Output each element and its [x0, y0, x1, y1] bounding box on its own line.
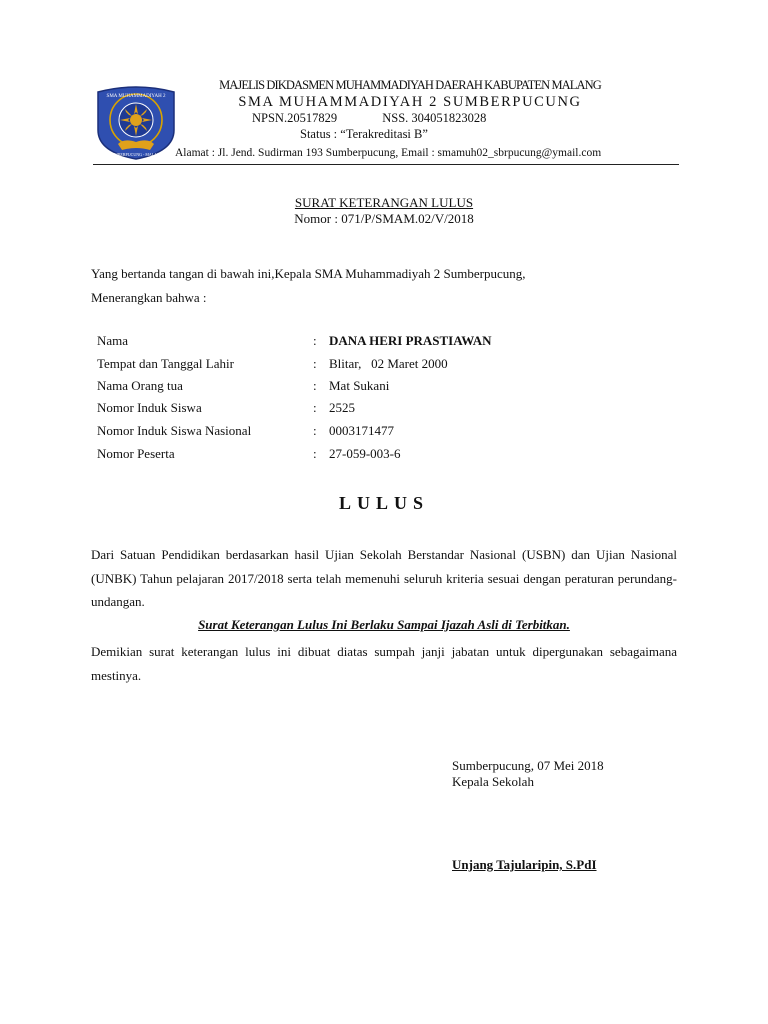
body-paragraph-1: Dari Satuan Pendidikan berdasarkan hasil Ujian Sekolah Berstandar Nasional (USBN) dan Ujian Nasional (UNBK) Tahun pelajaran 2017/2018 serta telah memenuhi seluruh kriteria sesuai dengan peraturan perundang-undangan. — [91, 547, 677, 609]
detail-row-nisn — [97, 423, 657, 443]
detail-separator: : — [313, 400, 317, 415]
status-label: Status : — [300, 127, 338, 141]
detail-label: Nomor Induk Siswa — [97, 400, 202, 415]
detail-label: Nomor Induk Siswa Nasional — [97, 423, 252, 438]
npsn: NPSN.20517829 — [252, 111, 338, 125]
detail-value: 2525 — [329, 400, 355, 415]
detail-separator: : — [313, 333, 317, 348]
status-value: “Terakreditasi B” — [340, 127, 428, 141]
detail-separator: : — [313, 446, 317, 461]
detail-row-parent — [97, 378, 657, 398]
school-ids — [252, 111, 486, 126]
validity-note: Surat Keterangan Lulus Ini Berlaku Sampai Ijazah Asli di Terbitkan. — [198, 617, 570, 632]
detail-row-name — [97, 333, 657, 353]
intro-line-1: Yang bertanda tangan di bawah ini,Kepala SMA Muhammadiyah 2 Sumberpucung, — [91, 266, 526, 281]
detail-row-nis — [97, 400, 657, 420]
school-address: Alamat : Jl. Jend. Sudirman 193 Sumberpucung, Email : smamuh02_sbrpucung@ymail.com — [175, 147, 602, 159]
school-logo — [94, 84, 178, 160]
detail-value: 0003171477 — [329, 423, 394, 438]
letterhead-divider — [93, 164, 679, 165]
detail-value: Blitar, 02 Maret 2000 — [329, 356, 448, 371]
detail-row-birth — [97, 356, 657, 376]
body-paragraph-2: Demikian surat keterangan lulus ini dibuat diatas sumpah janji jabatan untuk dipergunakan sebagaimana mestinya. — [91, 644, 677, 683]
nss: NSS. 304051823028 — [382, 111, 487, 125]
intro-line-2: Menerangkan bahwa : — [91, 290, 207, 305]
detail-label: Nomor Peserta — [97, 446, 175, 461]
detail-label: Nama — [97, 333, 129, 348]
detail-value: 27-059-003-6 — [329, 446, 401, 461]
detail-separator: : — [313, 423, 317, 438]
document-title: SURAT KETERANGAN LULUS — [294, 195, 474, 210]
organization-name: MAJELIS DIKDASMEN MUHAMMADIYAH DAERAH KABUPATEN MALANG — [219, 78, 601, 92]
signature-name: Unjang Tajularipin, S.PdI — [452, 857, 597, 872]
logo-text-bottom: SUMBERPUCUNG - MALANG — [109, 152, 163, 157]
detail-value: Mat Sukani — [329, 378, 390, 393]
document-number: Nomor : 071/P/SMAM.02/V/2018 — [294, 211, 474, 226]
detail-value: DANA HERI PRASTIAWAN — [329, 333, 492, 348]
detail-row-participant — [97, 446, 657, 466]
accreditation-status — [300, 127, 428, 142]
detail-label: Nama Orang tua — [97, 378, 183, 393]
signature-role: Kepala Sekolah — [452, 774, 534, 789]
logo-text-top: SMA MUHAMMADIYAH 2 — [106, 94, 166, 99]
signature-place-date: Sumberpucung, 07 Mei 2018 — [452, 758, 604, 773]
detail-label: Tempat dan Tanggal Lahir — [97, 356, 234, 371]
school-name: SMA MUHAMMADIYAH 2 SUMBERPUCUNG — [238, 94, 582, 110]
graduation-result: LULUS — [338, 493, 430, 513]
detail-separator: : — [313, 356, 317, 371]
detail-separator: : — [313, 378, 317, 393]
